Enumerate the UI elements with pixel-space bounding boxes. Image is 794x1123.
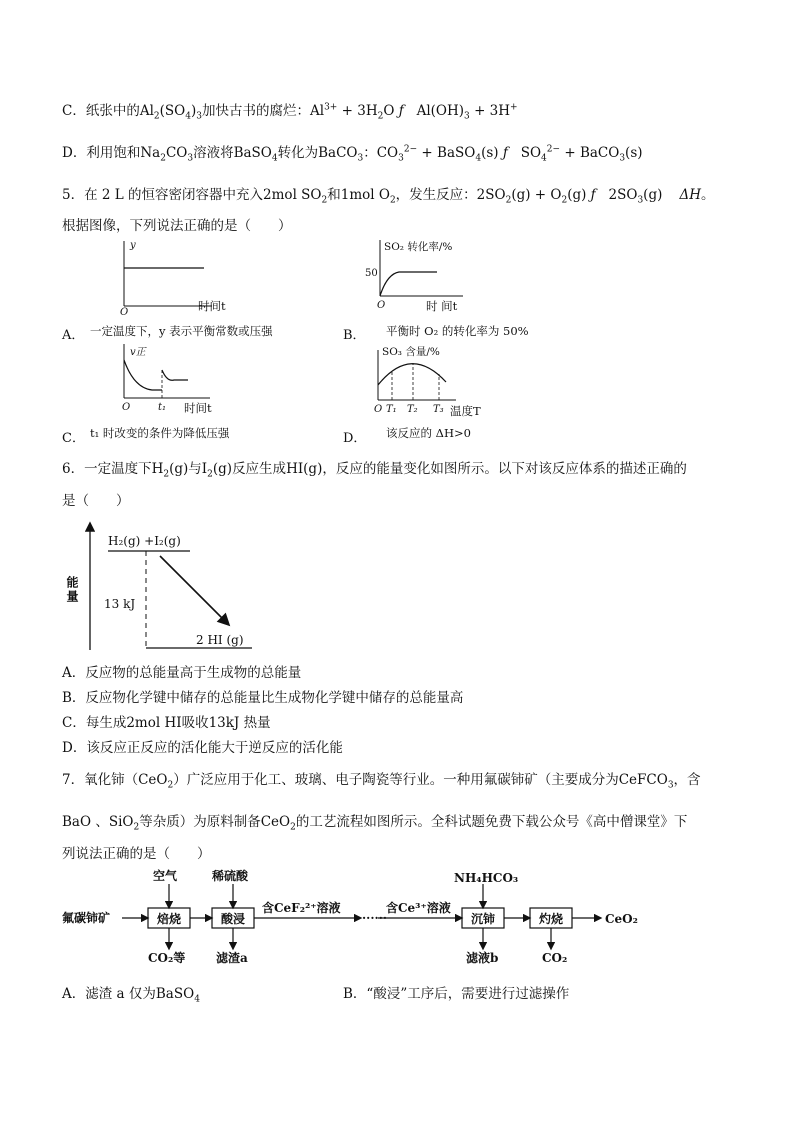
q6-reactants-label: H₂(g) +I₂(g) <box>108 534 181 548</box>
flow-nh4hco3: NH₄HCO₃ <box>454 871 519 885</box>
graph-a-xlabel: 时间t <box>198 299 226 313</box>
q4-option-d: D．利用饱和$Na_2CO_3$溶液将BaSO$_4$转化为BaCO$_3$：$CO_3^{2-}$ + BaSO$_4$(s) ƒ $SO_4^{2-}$ + BaCO$_3$(s) <box>62 144 643 164</box>
q5-option-d: 该反应的 ΔH>0 <box>386 426 471 440</box>
flow-leach-box: 酸浸 <box>221 912 246 926</box>
graph-a-ylabel: y <box>130 240 136 251</box>
graph-b-origin: O <box>377 300 386 311</box>
q6-stem: 6．一定温度下$H_2(g)$与$I_2(g)$反应生成HI(g)，反应的能量变化如图所示。以下对该反应体系的描述正确的 <box>62 461 687 480</box>
q6-product-label: 2 HI (g) <box>196 633 244 647</box>
graph-a-origin: O <box>120 307 129 316</box>
flow-calcine-box: 灼烧 <box>539 912 564 926</box>
graph-c-xlabel: 时间t <box>184 401 212 415</box>
q5-option-c: t₁ 时改变的条件为降低压强 <box>90 426 230 440</box>
graph-d-t3: T₃ <box>433 404 444 415</box>
graph-c-origin: O <box>122 402 131 413</box>
flow-co2: CO₂ <box>542 951 568 965</box>
flow-residue-a: 滤渣a <box>216 951 248 965</box>
flow-roast-box: 焙烧 <box>157 912 182 926</box>
flow-co2-etc: CO₂等 <box>148 951 186 965</box>
graph-d-ylabel: SO₃ 含量/% <box>382 346 440 358</box>
q7-option-a: A．滤渣 a 仅为BaSO$_4$ <box>62 986 200 1005</box>
graph-b-ylabel: SO₂ 转化率/% <box>384 241 453 253</box>
flow-dots: ······ <box>362 911 388 925</box>
q5-option-c-label: C． <box>62 431 85 446</box>
q7-stem-line3: 列说法正确的是（ ） <box>62 846 211 862</box>
flow-ce-solution: 含Ce³⁺溶液 <box>386 901 451 915</box>
flow-precip-box: 沉铈 <box>471 912 496 926</box>
q5-stem-line2: 根据图像，下列说法正确的是（ ） <box>62 218 292 234</box>
flow-ore: 氟碳铈矿 <box>62 911 111 925</box>
q6-option-c: C．每生成2mol HI吸收13kJ 热量 <box>62 715 271 731</box>
q6-option-b: B．反应物化学键中储存的总能量比生成物化学键中储存的总能量高 <box>62 690 464 706</box>
q7-flowchart <box>60 862 700 970</box>
q5-option-b-label: B． <box>343 328 366 343</box>
q7-stem: 7．氧化铈（CeO$_2$）广泛应用于化工、玻璃、电子陶瓷等行业。一种用氟碳铈矿（主要成分为CeFCO$_3$，含 <box>62 772 701 791</box>
q5-option-b: 平衡时 O₂ 的转化率为 50% <box>386 324 529 338</box>
flow-air: 空气 <box>153 869 178 883</box>
flow-filtrate-b: 滤液b <box>466 951 499 965</box>
q5-option-d-label: D． <box>343 431 367 446</box>
graph-b-tick: 50 <box>365 268 378 279</box>
q5-option-a: 一定温度下，y 表示平衡常数或压强 <box>90 324 273 338</box>
q6-option-a: A．反应物的总能量高于生成物的总能量 <box>62 665 302 681</box>
graph-d-t2: T₂ <box>407 404 418 415</box>
q6-yaxis-label: 能量 <box>65 576 79 604</box>
q6-stem-line2: 是（ ） <box>62 493 130 509</box>
q4-option-c: C．纸张中的$Al_2(SO_4)_3$加快古书的腐烂：$Al^{3+} + 3H_2O$ ƒ $Al(OH)_3 + 3H^+$ <box>62 102 518 122</box>
graph-c-tick: t₁ <box>158 402 167 413</box>
q7-stem-line2: BaO 、SiO$_2$等杂质）为原料制备CeO$_2$的工艺流程如图所示。全科试题免费下载公众号《高中僧课堂》下 <box>62 814 688 833</box>
q5-option-a-label: A． <box>62 328 85 343</box>
q6-energy-diagram <box>60 518 280 658</box>
q7-option-b: B．“酸浸”工序后，需要进行过滤操作 <box>343 986 570 1002</box>
q6-option-d: D．该反应正反应的活化能大于逆反应的活化能 <box>62 740 343 756</box>
graph-b-xlabel: 时 间t <box>426 299 458 313</box>
graph-d-t1: T₁ <box>386 404 397 415</box>
graph-c-ylabel: v正 <box>130 347 146 358</box>
flow-ceo2: CeO₂ <box>605 912 638 926</box>
flow-acid: 稀硫酸 <box>212 869 249 883</box>
q5-stem: 5．在 2 L 的恒容密闭容器中充入2mol $SO_2$和1mol $O_2$，发生反应：$2SO_2(g) + O_2(g)$ ƒ $2SO_3(g)$ ΔH。 <box>62 187 715 206</box>
graph-d-xlabel: 温度T <box>450 404 481 418</box>
flow-cef-solution: 含CeF₂²⁺溶液 <box>262 901 341 915</box>
graph-d-origin: O <box>374 404 383 415</box>
q6-energy-label: 13 kJ <box>104 597 136 611</box>
